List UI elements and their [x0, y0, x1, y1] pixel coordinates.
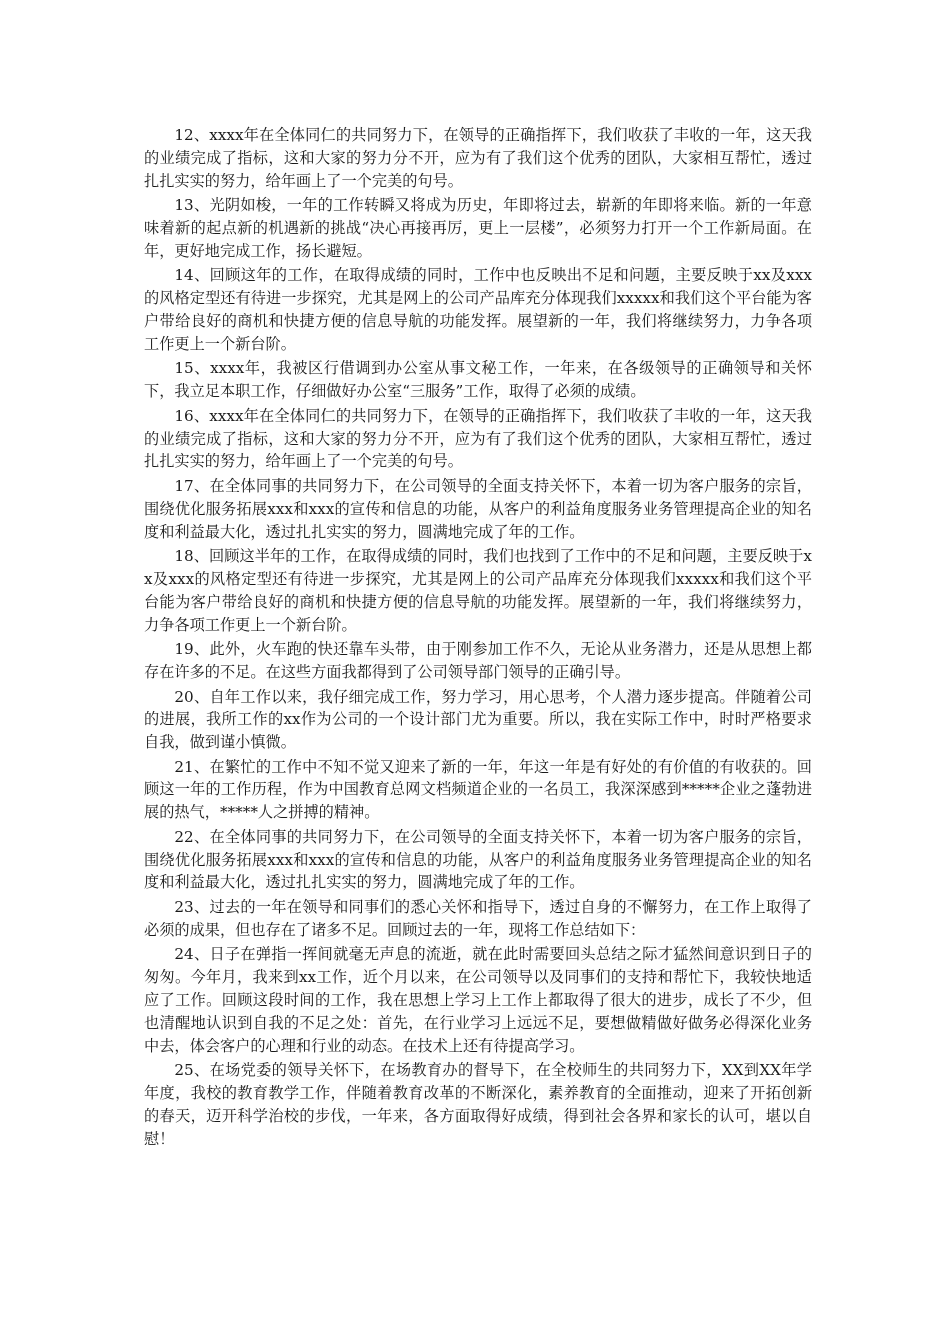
paragraph-15: 15、xxxx年，我被区行借调到办公室从事文秘工作，一年来，在各级领导的正确领导和关怀下，我立足本职工作，仔细做好办公室“三服务”工作，取得了必须的成绩。: [144, 359, 812, 401]
paragraph-22: 22、在全体同事的共同努力下，在公司领导的全面支持关怀下，本着一切为客户服务的宗旨，围绕优化服务拓展xxx和xxx的宣传和信息的功能，从客户的利益角度服务业务管理提高企业的知名度和利益最大化，透过扎扎实实的努力，圆满地完成了年的工作。: [144, 827, 812, 892]
paragraph-12: 12、xxxx年在全体同仁的共同努力下，在领导的正确指挥下，我们收获了丰收的一年，这天我的业绩完成了指标，这和大家的努力分不开，应为有了我们这个优秀的团队，大家相互帮忙，透过扎扎实实的努力，给年画上了一个完美的句号。: [144, 126, 812, 190]
paragraph-16: 16、xxxx年在全体同仁的共同努力下，在领导的正确指挥下，我们收获了丰收的一年，这天我的业绩完成了指标，这和大家的努力分不开，应为有了我们这个优秀的团队，大家相互帮忙，透过扎扎实实的努力，给年画上了一个完美的句号。: [144, 406, 812, 471]
paragraph-14: 14、回顾这年的工作，在取得成绩的同时，工作中也反映出不足和问题，主要反映于xx及xxx的风格定型还有待进一步探究，尤其是网上的公司产品库充分体现我们xxxxx和我们这个平台能为客户带给良好的商机和快捷方便的信息导航的功能发挥。展望新的一年，我们将继续努力，力争各项工作更上一个新台阶。: [144, 266, 812, 353]
paragraph-23: 23、过去的一年在领导和同事们的悉心关怀和指导下，透过自身的不懈努力，在工作上取得了必须的成果，但也存在了诸多不足。回顾过去的一年，现将工作总结如下：: [144, 898, 812, 939]
paragraph-24: 24、日子在弹指一挥间就毫无声息的流逝，就在此时需要回头总结之际才猛然间意识到日子的匆匆。今年月，我来到xx工作，近个月以来，在公司领导以及同事们的支持和帮忙下，我较快地适应了工作。回顾这段时间的工作，我在思想上学习上工作上都取得了很大的进步，成长了不少，但也清醒地认识到自我的不足之处：首先，在行业学习上远远不足，要想做精做好做务必得深化业务中去，体会客户的心理和行业的动态。在技术上还有待提高学习。: [144, 945, 812, 1055]
paragraph-17: 17、在全体同事的共同努力下，在公司领导的全面支持关怀下，本着一切为客户服务的宗旨，围绕优化服务拓展xxx和xxx的宣传和信息的功能，从客户的利益角度服务业务管理提高企业的知名度和利益最大化，透过扎扎实实的努力，圆满地完成了年的工作。: [144, 476, 812, 541]
paragraph-18: 18、回顾这半年的工作，在取得成绩的同时，我们也找到了工作中的不足和问题，主要反映于xx及xxx的风格定型还有待进一步探究，尤其是网上的公司产品库充分体现我们xxxxx和我们这个平台能为客户带给良好的商机和快捷方便的信息导航的功能发挥。展望新的一年，我们将继续努力，力争各项工作更上一个新台阶。: [144, 547, 812, 634]
paragraph-21: 21、在繁忙的工作中不知不觉又迎来了新的一年，年这一年是有好处的有价值的有收获的。回顾这一年的工作历程，作为中国教育总网文档频道企业的一名员工，我深深感到*****企业之蓬勃进展的热气，*****人之拼搏的精神。: [144, 757, 812, 822]
paragraph-13: 13、光阴如梭，一年的工作转瞬又将成为历史，年即将过去，崭新的年即将来临。新的一年意味着新的起点新的机遇新的挑战“决心再接再厉，更上一层楼”，必须努力打开一个工作新局面。在年，更好地完成工作，扬长避短。: [144, 196, 812, 260]
paragraph-25: 25、在场党委的领导关怀下，在场教育办的督导下，在全校师生的共同努力下，XX到XX年学年度，我校的教育教学工作，伴随着教育改革的不断深化，素养教育的全面推动，迎来了开拓创新的春天，迈开科学治校的步伐，一年来，各方面取得好成绩，得到社会各界和家长的认可，堪以自慰！: [144, 1061, 812, 1148]
paragraph-20: 20、自年工作以来，我仔细完成工作，努力学习，用心思考，个人潜力逐步提高。伴随着公司的进展，我所工作的xx作为公司的一个设计部门尤为重要。所以，我在实际工作中，时时严格要求自我，做到谨小慎微。: [144, 687, 812, 752]
document-body: [144, 124, 812, 1152]
paragraph-19: 19、此外，火车跑的快还靠车头带，由于刚参加工作不久，无论从业务潜力，还是从思想上都存在许多的不足。在这些方面我都得到了公司领导部门领导的正确引导。: [144, 640, 812, 681]
